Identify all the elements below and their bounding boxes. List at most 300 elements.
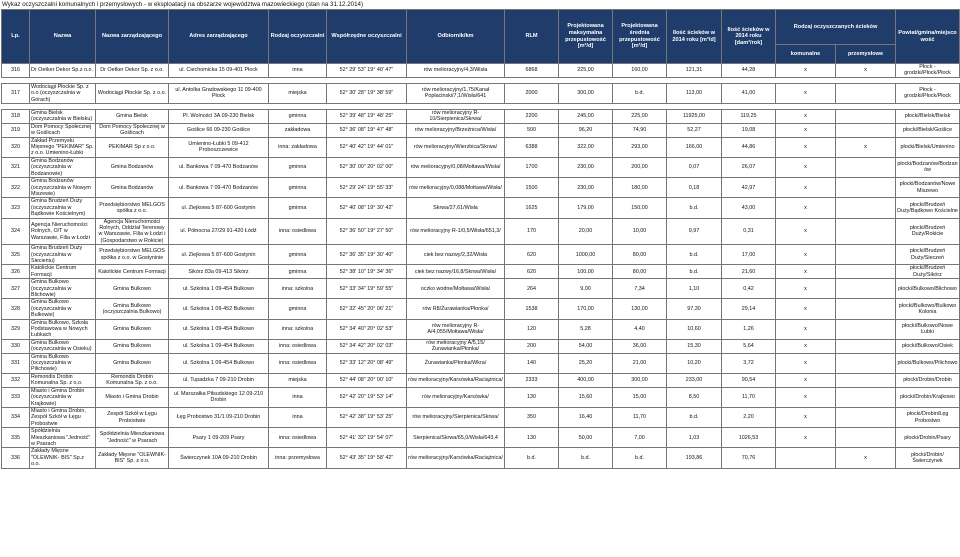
table-row xyxy=(2,157,960,177)
cell-adres: Pl. Wolności 3A 09-230 Bielsk xyxy=(169,110,269,124)
cell-odbiornik: rów melioracyjny/Brzeźnica/Wisła/ xyxy=(407,123,505,137)
cell-rodzaj: inna: szkolna xyxy=(269,279,327,299)
cell-komunalne: x xyxy=(776,83,836,103)
cell-przemyslowe xyxy=(836,110,896,124)
cell-rlm: 1700 xyxy=(505,157,559,177)
cell-nazwa: Gmina Bulkowo, Szkoła Podstawowa w Nowych Łubkach xyxy=(30,319,96,339)
cell-adres: ul. Tupadzka 7 09-210 Drobin xyxy=(169,373,269,387)
cell-ilosc-roczna: 90,54 xyxy=(722,373,776,387)
cell-rodzaj: inna xyxy=(269,387,327,407)
cell-nazwa: Katolickie Centrum Formacji xyxy=(30,265,96,279)
cell-wspolrzedne: 52° 33' 12" 20° 08' 49" xyxy=(327,353,407,373)
cell-nazwa: Wodociągi Płockie Sp. z o.o (oczyszczalnia w Górach) xyxy=(30,83,96,103)
cell-adres: ul. Bankowa 7 09-470 Bodzanów xyxy=(169,157,269,177)
cell-proj-sr: 293,00 xyxy=(613,137,667,157)
cell-rodzaj: inna: przemysłowa xyxy=(269,448,327,468)
cell-proj-max: 25,20 xyxy=(559,353,613,373)
cell-powiat: płocki/Bodzanów/Nowe Miszewo xyxy=(896,178,960,198)
cell-nazwa-zarzadzajacego: Gmina Bodzanów xyxy=(96,157,169,177)
cell-proj-max: 230,00 xyxy=(559,178,613,198)
cell-proj-sr: 7,34 xyxy=(613,279,667,299)
cell-przemyslowe xyxy=(836,353,896,373)
cell-nazwa-zarzadzajacego: Spółdzielnia Mieszkaniowa "Jedność" w Psarach xyxy=(96,428,169,448)
table-row xyxy=(2,83,960,103)
cell-adres: ul. Północna 27/29 91-420 Łódź xyxy=(169,218,269,245)
cell-przemyslowe xyxy=(836,157,896,177)
cell-ilosc-roczna: 11,70 xyxy=(722,387,776,407)
cell-odbiornik: rów melioracyjny R-10/Sierpienica/Skrwa/ xyxy=(407,110,505,124)
cell-nazwa: Gmina Bodzanów (oczyszczalnia w Nowym Miszewie) xyxy=(30,178,96,198)
cell-ilosc-dobowa: b.d. xyxy=(667,198,722,218)
cell-przemyslowe xyxy=(836,387,896,407)
cell-lp: 334 xyxy=(2,407,30,427)
cell-nazwa: Gmina Brudzeń Duży (oczyszczalnia w Bądkowie Kościelnym) xyxy=(30,198,96,218)
cell-wspolrzedne: 52° 40' 08" 19° 30' 42" xyxy=(327,198,407,218)
cell-nazwa-zarzadzajacego: Gmina Bulkowo xyxy=(96,319,169,339)
cell-adres: ul. Marszałka Piłsudskiego 12 09-210 Drobin xyxy=(169,387,269,407)
cell-proj-max: 225,00 xyxy=(559,64,613,78)
cell-ilosc-roczna: 0,42 xyxy=(722,279,776,299)
cell-rodzaj: miejska xyxy=(269,373,327,387)
cell-ilosc-dobowa: 0,07 xyxy=(667,157,722,177)
cell-przemyslowe xyxy=(836,198,896,218)
cell-ilosc-dobowa: 1,03 xyxy=(667,428,722,448)
cell-rodzaj: gminna xyxy=(269,245,327,265)
table-row xyxy=(2,245,960,265)
cell-komunalne: x xyxy=(776,110,836,124)
cell-proj-max: 15,60 xyxy=(559,387,613,407)
cell-przemyslowe xyxy=(836,123,896,137)
header-nazwa: Nazwa xyxy=(30,10,96,64)
cell-lp: 326 xyxy=(2,265,30,279)
cell-przemyslowe xyxy=(836,407,896,427)
cell-nazwa-zarzadzajacego: Gmina Bulkowo xyxy=(96,339,169,353)
cell-przemyslowe: x xyxy=(836,448,896,468)
cell-wspolrzedne: 52° 32' 45" 20° 06' 21" xyxy=(327,299,407,319)
cell-wspolrzedne: 52° 42' 38" 19° 53' 25" xyxy=(327,407,407,427)
cell-lp: 330 xyxy=(2,339,30,353)
cell-wspolrzedne: 52° 40' 42" 19° 44' 01" xyxy=(327,137,407,157)
table-body xyxy=(2,64,960,469)
cell-wspolrzedne: 52° 41' 32" 19° 54' 07" xyxy=(327,428,407,448)
cell-rlm: 620 xyxy=(505,245,559,265)
cell-przemyslowe xyxy=(836,339,896,353)
cell-rlm: 120 xyxy=(505,319,559,339)
cell-nazwa-zarzadzajacego: Zakłady Mięsne "OLEWNIK- BIS" Sp. z o.o. xyxy=(96,448,169,468)
header-adres: Adres zarządzającego xyxy=(169,10,269,64)
cell-przemyslowe xyxy=(836,373,896,387)
table-row xyxy=(2,123,960,137)
cell-nazwa: Dr Oetker Dekor Sp.z o.o. xyxy=(30,64,96,78)
cell-nazwa-zarzadzajacego: Miasto i Gmina Drobin xyxy=(96,387,169,407)
cell-komunalne: x xyxy=(776,373,836,387)
cell-proj-sr: 21,00 xyxy=(613,353,667,373)
cell-wspolrzedne: 52° 36' 35" 19° 30' 40" xyxy=(327,245,407,265)
cell-lp: 319 xyxy=(2,123,30,137)
cell-ilosc-dobowa: 15,30 xyxy=(667,339,722,353)
cell-ilosc-dobowa: 113,00 xyxy=(667,83,722,103)
cell-ilosc-roczna: 41,00 xyxy=(722,83,776,103)
cell-adres: ul. Ziejkowa 5 87-600 Gostynin xyxy=(169,198,269,218)
cell-lp: 327 xyxy=(2,279,30,299)
table-row xyxy=(2,265,960,279)
cell-adres: ul. Ciechomicka 15 09-401 Płock xyxy=(169,64,269,78)
table-row xyxy=(2,198,960,218)
cell-komunalne: x xyxy=(776,387,836,407)
cell-nazwa-zarzadzajacego: Gmina Bulkowo xyxy=(96,353,169,373)
cell-ilosc-roczna: 44,28 xyxy=(722,64,776,78)
cell-rlm: 1625 xyxy=(505,198,559,218)
cell-nazwa: Remondis Drobin Komunalna Sp. z o.o. xyxy=(30,373,96,387)
header-ilosc-roczna: Ilość ścieków w 2014 roku [dam³/rok] xyxy=(722,10,776,64)
cell-odbiornik: rów melioracyjny/Wierzbica/Skrwa/ xyxy=(407,137,505,157)
cell-ilosc-dobowa: 10,20 xyxy=(667,353,722,373)
cell-proj-sr: 36,00 xyxy=(613,339,667,353)
cell-lp: 333 xyxy=(2,387,30,407)
cell-ilosc-roczna: 44,86 xyxy=(722,137,776,157)
header-lp: Lp. xyxy=(2,10,30,64)
cell-proj-sr: 74,90 xyxy=(613,123,667,137)
cell-odbiornik: rów melioracyjny R-A/4,055/Mołtawa/Wisła/ xyxy=(407,319,505,339)
cell-ilosc-dobowa: b.d. xyxy=(667,407,722,427)
cell-przemyslowe xyxy=(836,319,896,339)
cell-lp: 329 xyxy=(2,319,30,339)
cell-ilosc-dobowa: 10,60 xyxy=(667,319,722,339)
cell-rlm: 350 xyxy=(505,407,559,427)
cell-wspolrzedne: 52° 33' 34" 19° 59' 55" xyxy=(327,279,407,299)
cell-nazwa-zarzadzajacego: Zespół Szkół w Łęgu Probostwie xyxy=(96,407,169,427)
cell-rodzaj: inna: osiedlowa xyxy=(269,353,327,373)
cell-nazwa: Gmina Bielsk (oczyszczalnia w Bielsku) xyxy=(30,110,96,124)
table-row xyxy=(2,339,960,353)
cell-proj-max: 5,28 xyxy=(559,319,613,339)
cell-odbiornik: ciek bez nazwy/2,32/Wisła xyxy=(407,245,505,265)
cell-proj-max: 16,40 xyxy=(559,407,613,427)
cell-rodzaj: inna: osiedlowa xyxy=(269,428,327,448)
cell-adres: ul. Ziejkowa 5 87-600 Gostynin xyxy=(169,245,269,265)
cell-proj-max: 400,00 xyxy=(559,373,613,387)
cell-rlm: 6388 xyxy=(505,137,559,157)
cell-proj-sr: 11,70 xyxy=(613,407,667,427)
header-ilosc-dobowa: Ilość ścieków w 2014 roku [m³/d] xyxy=(667,10,722,64)
cell-powiat: płocki/Bielsk/Bielsk xyxy=(896,110,960,124)
cell-proj-max: 300,00 xyxy=(559,83,613,103)
cell-nazwa: Agencja Nieruchomości Rolnych, O/T w Warszawie, Filia w Łodzi xyxy=(30,218,96,245)
cell-proj-max: b.d. xyxy=(559,448,613,468)
cell-ilosc-roczna: 3,72 xyxy=(722,353,776,373)
cell-nazwa-zarzadzajacego: Agencja Nieruchomości Rolnych, Oddział Terenowy w Warszawie, Filia w Łodzi i (Gospodarstwo w Rokicie) xyxy=(96,218,169,245)
cell-komunalne: x xyxy=(776,218,836,245)
cell-proj-sr: b.d. xyxy=(613,83,667,103)
cell-nazwa: Spółdzielnia Mieszkaniowa "Jedność" w Psarach xyxy=(30,428,96,448)
cell-nazwa: Zakłady Mięsne "OLEWNIK- BIS" Sp.z o.o. xyxy=(30,448,96,468)
cell-adres: Świerczynek 10A 09-210 Drobin xyxy=(169,448,269,468)
cell-przemyslowe xyxy=(836,279,896,299)
cell-rlm: 500 xyxy=(505,123,559,137)
page-title: Wykaz oczyszczalni komunalnych i przemysłowych - w eksploatacji na obszarze województwa mazowieckiego (stan na 31.12.2014) xyxy=(2,1,364,8)
cell-nazwa: Dom Pomocy Społecznej w Goślicach xyxy=(30,123,96,137)
cell-lp: 331 xyxy=(2,353,30,373)
table-row xyxy=(2,407,960,427)
cell-adres: Umienino-Łubki 5 09-412 Proboszczewice xyxy=(169,137,269,157)
cell-ilosc-dobowa: 52,27 xyxy=(667,123,722,137)
cell-powiat: płocki/Bulkowo/Nowe Łubki xyxy=(896,319,960,339)
cell-adres: Psary 1 09-209 Psary xyxy=(169,428,269,448)
cell-proj-sr: 225,00 xyxy=(613,110,667,124)
cell-wspolrzedne: 52° 29' 53" 19° 40' 47" xyxy=(327,64,407,78)
header-przemyslowe: przemysłowe xyxy=(836,45,896,64)
table-row xyxy=(2,110,960,124)
cell-ilosc-roczna: 0,31 xyxy=(722,218,776,245)
cell-proj-sr: 300,00 xyxy=(613,373,667,387)
cell-nazwa-zarzadzajacego: Przedsiębiorstwo MELGOS spółka z o.o. w Gostyninie xyxy=(96,245,169,265)
cell-komunalne: x xyxy=(776,137,836,157)
cell-powiat: płocki/Bulkowo/Bulkowo Kolonia xyxy=(896,299,960,319)
cell-odbiornik: rów melioracyjny/0,08/Mołtawa/Wisła/ xyxy=(407,157,505,177)
cell-ilosc-dobowa: 193,86 xyxy=(667,448,722,468)
cell-odbiornik: Skrwa/27,61/Wisła xyxy=(407,198,505,218)
cell-ilosc-roczna: 17,00 xyxy=(722,245,776,265)
cell-powiat: płocki/Bulkowo/Blichowo xyxy=(896,279,960,299)
cell-lp: 323 xyxy=(2,198,30,218)
cell-proj-max: 179,00 xyxy=(559,198,613,218)
cell-odbiornik: rów melioracyjny/0,088/Mołtawa/Wisła/ xyxy=(407,178,505,198)
table-row xyxy=(2,353,960,373)
cell-ilosc-dobowa: b.d. xyxy=(667,265,722,279)
cell-nazwa-zarzadzajacego: Dom Pomocy Społecznej w Goślicach xyxy=(96,123,169,137)
cell-wspolrzedne: 52° 43' 35" 19° 58' 42" xyxy=(327,448,407,468)
cell-ilosc-roczna: 43,00 xyxy=(722,198,776,218)
cell-rodzaj: zakładowa xyxy=(269,123,327,137)
cell-adres: ul. Szkolna 1 09-454 Bulkowo xyxy=(169,339,269,353)
table-row xyxy=(2,428,960,448)
cell-komunalne: x xyxy=(776,245,836,265)
cell-rodzaj: gminna xyxy=(269,157,327,177)
cell-nazwa: Gmina Bulkowo (oczyszczalnia w Pilichowie) xyxy=(30,353,96,373)
cell-proj-sr: 10,00 xyxy=(613,218,667,245)
cell-proj-sr: 130,00 xyxy=(613,299,667,319)
cell-proj-sr: 15,00 xyxy=(613,387,667,407)
cell-adres: Sikórz 83a 09-413 Sikórz xyxy=(169,265,269,279)
cell-przemyslowe xyxy=(836,428,896,448)
cell-komunalne: x xyxy=(776,64,836,78)
cell-proj-max: 170,00 xyxy=(559,299,613,319)
cell-ilosc-roczna: 119,25 xyxy=(722,110,776,124)
cell-nazwa-zarzadzajacego: Gmina Bulkowo xyxy=(96,279,169,299)
header-wspolrzedne: Współrzędne oczyszczalni xyxy=(327,10,407,64)
cell-powiat: płocki/Drobin/Drobin xyxy=(896,373,960,387)
cell-rodzaj: inna: osiedlowa xyxy=(269,218,327,245)
table-row xyxy=(2,373,960,387)
cell-komunalne: x xyxy=(776,428,836,448)
cell-rlm: 1500 xyxy=(505,178,559,198)
cell-adres: Łęg Probostwo 31/1 09-210 Drobin xyxy=(169,407,269,427)
cell-odbiornik: rów melioracyjny/Karsówka/Raciążnica/ xyxy=(407,448,505,468)
cell-powiat: płocki/Bulkowo/Pilichowo xyxy=(896,353,960,373)
cell-powiat: płocki/Bulkowo/Osiek xyxy=(896,339,960,353)
cell-komunalne: x xyxy=(776,123,836,137)
table-row xyxy=(2,387,960,407)
cell-nazwa: Zakład Przemysłu Mięsnego "PEKIMAR" Sp. z o.o. Umienino-Łubki xyxy=(31,137,94,157)
cell-odbiornik: rów melioracyjny/Sierpienica/Skrwa/ xyxy=(407,407,505,427)
cell-komunalne: x xyxy=(776,407,836,427)
cell-komunalne: x xyxy=(776,339,836,353)
cell-ilosc-roczna: 5,64 xyxy=(722,339,776,353)
cell-lp: 328 xyxy=(2,299,30,319)
cell-wspolrzedne: 52° 30' 00" 20° 02' 00" xyxy=(327,157,407,177)
cell-powiat: Płock - grodzki/Płock/Płock xyxy=(896,64,960,78)
cell-przemyslowe xyxy=(836,265,896,279)
cell-przemyslowe xyxy=(836,218,896,245)
cell-komunalne: x xyxy=(776,178,836,198)
cell-rlm: 6868 xyxy=(505,64,559,78)
cell-wspolrzedne: 52° 30' 28" 19° 38' 59" xyxy=(327,83,407,103)
header-rlm: RLM xyxy=(505,10,559,64)
cell-adres: ul. Szkolna 1 09-452 Bulkowo xyxy=(169,299,269,319)
cell-ilosc-dobowa: 11925,00 xyxy=(667,110,722,124)
cell-nazwa: Miasto i Gmina Drobin, Zespół Szkół w Łęgu Probostwie xyxy=(30,407,96,427)
wastewater-table xyxy=(1,9,960,469)
cell-odbiornik: rów melioracyjny/Karsówka/Raciążnica/ xyxy=(407,373,505,387)
cell-przemyslowe xyxy=(836,178,896,198)
cell-rlm: 1538 xyxy=(505,299,559,319)
cell-powiat: płocki/Brudzeń Duży/Rokicie xyxy=(896,218,960,245)
cell-lp: 316 xyxy=(2,64,30,78)
cell-proj-max: 322,00 xyxy=(559,137,613,157)
cell-rlm: 200 xyxy=(505,339,559,353)
cell-przemyslowe: x xyxy=(836,137,896,157)
cell-powiat: płocki/Bielsk/Goślice xyxy=(896,123,960,137)
cell-lp: 321 xyxy=(2,157,30,177)
cell-lp: 332 xyxy=(2,373,30,387)
cell-wspolrzedne: 52° 42' 20" 19° 53' 14" xyxy=(327,387,407,407)
cell-rlm: 620 xyxy=(505,265,559,279)
cell-powiat: płocki/Brudzeń Duży/Sieczeń xyxy=(896,245,960,265)
cell-proj-max: 230,00 xyxy=(559,157,613,177)
cell-proj-max: 100,00 xyxy=(559,265,613,279)
cell-lp: 320 xyxy=(2,137,30,157)
cell-proj-sr: 7,00 xyxy=(613,428,667,448)
cell-rodzaj: gminna xyxy=(269,299,327,319)
cell-nazwa-zarzadzajacego: Remondis Drobin Komunalna Sp. z o.o. xyxy=(96,373,169,387)
cell-ilosc-dobowa: 1,10 xyxy=(667,279,722,299)
cell-nazwa: Gmina Bulkowo (oczyszczalnia w Osieku) xyxy=(30,339,96,353)
cell-nazwa-zarzadzajacego: Gmina Bielsk xyxy=(96,110,169,124)
cell-powiat: płocki/Bielsk/Umienino xyxy=(896,137,960,157)
cell-rlm: 2200 xyxy=(505,110,559,124)
cell-rodzaj: gminna xyxy=(269,265,327,279)
table-row xyxy=(2,279,960,299)
cell-powiat: płocki/Bodzanów/Bodzanów xyxy=(896,157,960,177)
cell-adres: ul. Szkolna 1 09-454 Bulkowo xyxy=(169,353,269,373)
cell-proj-max: 9,00 xyxy=(559,279,613,299)
cell-adres: ul. Szkolna 1 09-454 Bulkowo xyxy=(169,279,269,299)
cell-komunalne: x xyxy=(776,265,836,279)
cell-rodzaj: miejska xyxy=(269,83,327,103)
table-row xyxy=(2,64,960,78)
cell-proj-sr: 180,00 xyxy=(613,178,667,198)
cell-ilosc-roczna: 70,76 xyxy=(722,448,776,468)
cell-komunalne: x xyxy=(776,299,836,319)
table-row xyxy=(2,137,960,157)
cell-ilosc-roczna: 21,60 xyxy=(722,265,776,279)
cell-adres: ul. Bankowa 7 09-470 Bodzanów xyxy=(169,178,269,198)
cell-ilosc-dobowa: 0,18 xyxy=(667,178,722,198)
cell-odbiornik: rów melioracyjny/4,3/Wisła xyxy=(407,64,505,78)
cell-lp: 325 xyxy=(2,245,30,265)
cell-komunalne: x xyxy=(776,319,836,339)
cell-proj-max: 96,20 xyxy=(559,123,613,137)
cell-odbiornik: ciek bez nazwy/16,8/Skrwa/Wisła/ xyxy=(407,265,505,279)
cell-proj-sr: 160,00 xyxy=(613,64,667,78)
cell-rlm: 130 xyxy=(505,428,559,448)
cell-odbiornik: rów melioracyjny/Karsówka/ xyxy=(407,387,505,407)
cell-powiat: płocki/Drobin/Krajkowo xyxy=(896,387,960,407)
cell-odbiornik: rów melioracyjny A/5,15/Żurawianka/Płonka/ xyxy=(407,339,505,353)
table-row xyxy=(2,319,960,339)
cell-ilosc-dobowa: 233,00 xyxy=(667,373,722,387)
header-proj-max: Projektowana maksymalna przepustowość [m³/d] xyxy=(559,10,613,64)
cell-rodzaj: gminna xyxy=(269,178,327,198)
cell-powiat: Płock - grodzki/Płock/Płock xyxy=(896,83,960,103)
cell-rlm: 140 xyxy=(505,353,559,373)
cell-nazwa-zarzadzajacego: Katolickie Centrum Formacji xyxy=(96,265,169,279)
header-nazwa-zarzadzajacego: Nazwa zarządzającego xyxy=(96,10,169,64)
cell-ilosc-roczna: 19,08 xyxy=(722,123,776,137)
table-row xyxy=(2,218,960,245)
cell-ilosc-dobowa: b.d. xyxy=(667,245,722,265)
cell-proj-sr: 80,00 xyxy=(613,245,667,265)
cell-proj-max: 1000,00 xyxy=(559,245,613,265)
cell-ilosc-roczna: 42,97 xyxy=(722,178,776,198)
cell-rlm: 170 xyxy=(505,218,559,245)
table-row xyxy=(2,448,960,468)
cell-odbiornik: oczko wodne/Mołtawa/Wisła/ xyxy=(407,279,505,299)
header-rodzaj-sciekow: Rodzaj oczyszczanych ścieków xyxy=(776,10,896,45)
cell-komunalne: x xyxy=(776,198,836,218)
cell-nazwa-zarzadzajacego: Przedsiębiorstwo MELGOS spółka z o.o. xyxy=(96,198,169,218)
cell-ilosc-dobowa: 8,50 xyxy=(667,387,722,407)
cell-proj-sr: 4,40 xyxy=(613,319,667,339)
cell-wspolrzedne: 52° 38' 10" 19° 34' 36" xyxy=(327,265,407,279)
header-proj-sr: Projektowana średnia przepustowość [m³/d] xyxy=(613,10,667,64)
cell-komunalne: x xyxy=(776,157,836,177)
cell-komunalne xyxy=(776,448,836,468)
cell-proj-sr: 150,00 xyxy=(613,198,667,218)
cell-przemyslowe xyxy=(836,245,896,265)
cell-nazwa-zarzadzajacego: Dr Oetker Dekor Sp. z o.o. xyxy=(96,64,169,78)
cell-ilosc-roczna: 2,20 xyxy=(722,407,776,427)
cell-ilosc-dobowa: 121,31 xyxy=(667,64,722,78)
cell-powiat: płocki/Drobin/Psary xyxy=(896,428,960,448)
cell-wspolrzedne: 52° 29' 24" 19° 55' 33" xyxy=(327,178,407,198)
cell-rodzaj: inna xyxy=(269,64,327,78)
cell-lp: 335 xyxy=(2,428,30,448)
cell-adres: ul. Antolka Gradowskiego 11 09-400 Płock xyxy=(169,83,269,103)
table-row xyxy=(2,178,960,198)
cell-ilosc-roczna: 1,26 xyxy=(722,319,776,339)
cell-rodzaj: gminna xyxy=(269,198,327,218)
cell-przemyslowe xyxy=(836,83,896,103)
cell-lp: 324 xyxy=(2,218,30,245)
cell-proj-max: 50,00 xyxy=(559,428,613,448)
cell-proj-max: 245,00 xyxy=(559,110,613,124)
cell-rlm: b.d. xyxy=(505,448,559,468)
cell-wspolrzedne: 52° 34' 42" 20° 02' 03" xyxy=(327,339,407,353)
cell-rodzaj: inna: szkolna xyxy=(269,319,327,339)
cell-nazwa: Miasto i Gmina Drobin (oczyszczalnia w Krajkowie) xyxy=(30,387,96,407)
cell-proj-max: 20,00 xyxy=(559,218,613,245)
